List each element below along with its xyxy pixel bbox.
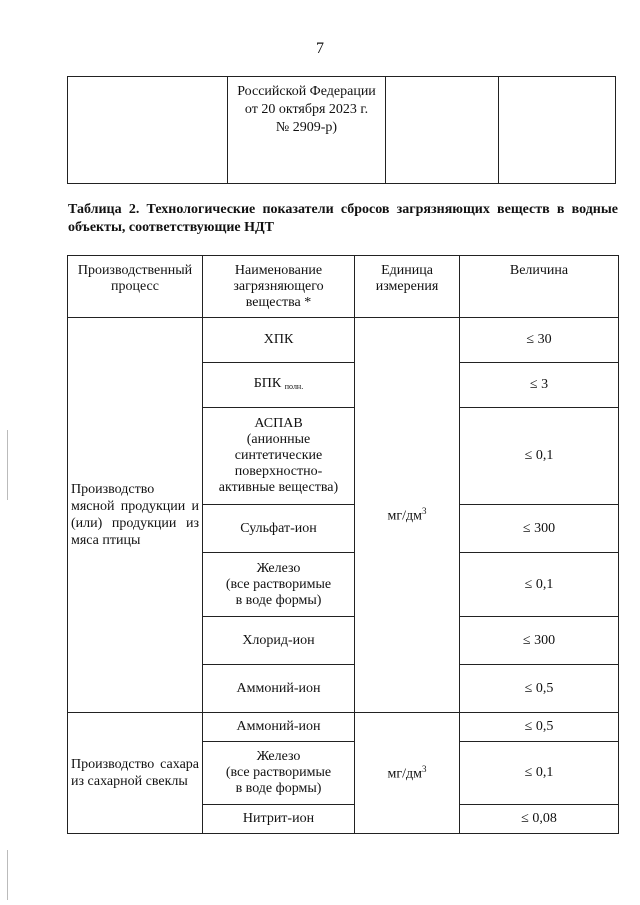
continuation-cell-3 (386, 77, 499, 184)
value-cell: ≤ 0,1 (460, 408, 619, 505)
value-cell: ≤ 0,5 (460, 713, 619, 742)
substance-cell: Нитрит-ион (203, 805, 355, 834)
process-cell: Производство мясной продукции и (или) продукции из мяса птицы (68, 318, 203, 713)
substance-cell: Сульфат-ион (203, 505, 355, 553)
value-cell: ≤ 0,1 (460, 553, 619, 617)
value-cell: ≤ 300 (460, 505, 619, 553)
table-caption: Таблица 2. Технологические показатели сбросов загрязняющих веществ в водные объекты, соответствующие НДТ (68, 202, 618, 235)
substance-cell: Железо (все растворимые в воде формы) (203, 742, 355, 805)
value-cell: ≤ 0,5 (460, 665, 619, 713)
value-cell: ≤ 30 (460, 318, 619, 363)
scan-margin-mark (7, 850, 8, 900)
unit-cell: $мг/дм^3$ (355, 713, 460, 834)
scan-margin-mark (7, 430, 8, 500)
substance-cell: БПК $_{полн.}$ (203, 363, 355, 408)
continuation-cell-2 (228, 77, 386, 184)
header-value: Величина (460, 256, 619, 318)
continuation-line: от 20 октября 2023 г. (244, 102, 369, 117)
value-cell: ≤ 3 (460, 363, 619, 408)
substance-cell: ХПК (203, 318, 355, 363)
table-header-row (68, 256, 619, 318)
header-unit: Единица измерения (355, 256, 460, 318)
substance-cell: Железо (все растворимые в воде формы) (203, 553, 355, 617)
page-number: 7 (316, 40, 324, 57)
continuation-cell-1 (68, 77, 228, 184)
emissions-table (67, 255, 619, 834)
value-cell: ≤ 0,1 (460, 742, 619, 805)
table-row (68, 713, 619, 742)
table-row (68, 318, 619, 363)
substance-cell: Аммоний-ион (203, 665, 355, 713)
substance-cell: АСПАВ (анионные синтетические поверхностно- активные вещества) (203, 408, 355, 505)
substance-cell: Хлорид-ион (203, 617, 355, 665)
continuation-cell-4 (499, 77, 616, 184)
value-cell: ≤ 0,08 (460, 805, 619, 834)
unit-cell: $мг/дм^3$ (355, 318, 460, 713)
substance-cell: Аммоний-ион (203, 713, 355, 742)
continuation-table (67, 76, 616, 184)
process-cell: Производство сахара из сахарной свеклы (68, 713, 203, 834)
continuation-line: Российской Федерации (237, 84, 376, 99)
header-substance: Наименование загрязняющего вещества * (203, 256, 355, 318)
continuation-line: № 2909-р) (275, 120, 338, 135)
header-process: Производственный процесс (68, 256, 203, 318)
value-cell: ≤ 300 (460, 617, 619, 665)
